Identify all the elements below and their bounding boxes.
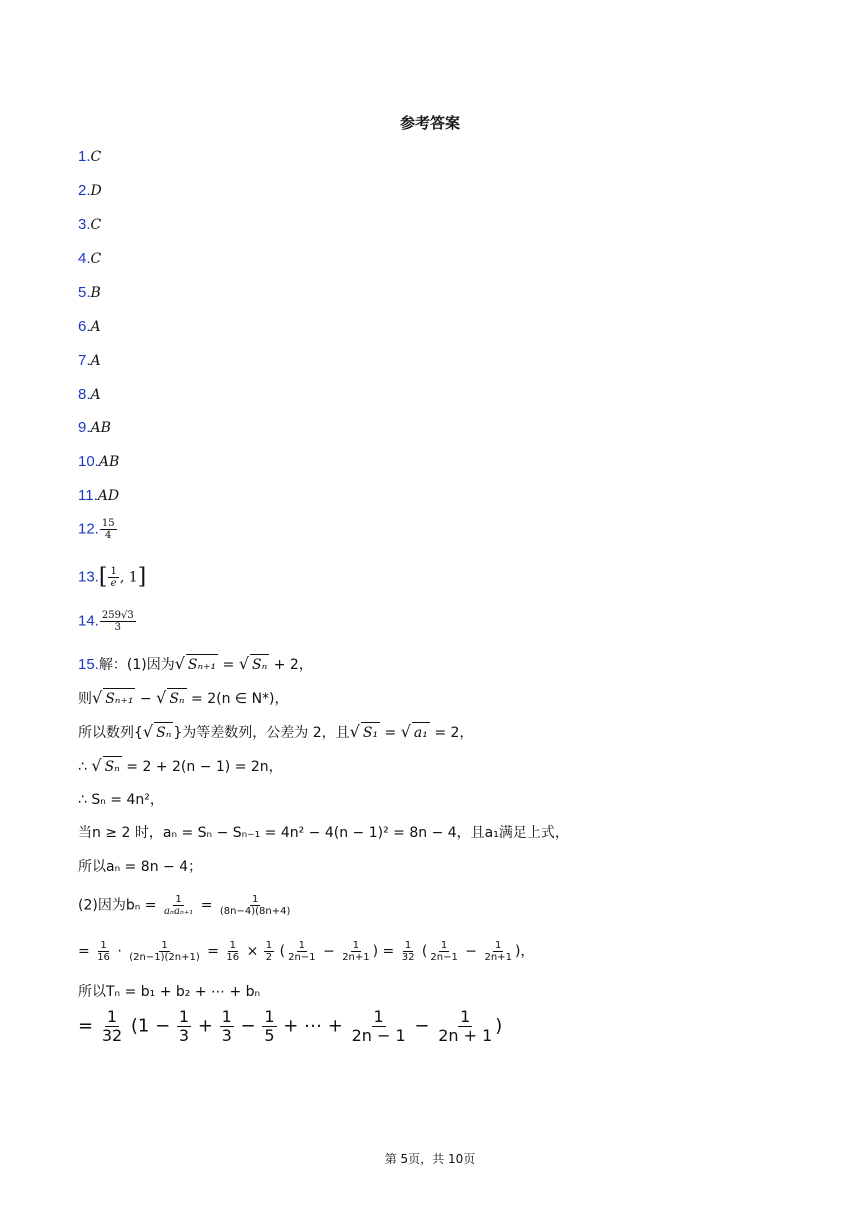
answer-value: AD (97, 488, 120, 504)
answer-number: 12. (78, 520, 99, 538)
answer-number: 2. (78, 182, 91, 199)
answer-number: 5. (78, 284, 91, 301)
answer-fraction: $\frac{15}{4}$ (101, 518, 115, 541)
answer-item (78, 453, 119, 471)
answer-fraction: $\frac{259√3}{3}$ (101, 610, 134, 633)
answer-value: B (90, 285, 101, 301)
answer-value: AB (98, 454, 120, 470)
solution-line: (2)因为bₙ = $\frac{1}{\text{aₙaₙ₊₁}}$ = $\frac{1}{(8n-4)(8n+4)}$ (78, 894, 291, 917)
answer-item (78, 419, 111, 437)
answer-value: D (90, 183, 102, 199)
answer-number: 6. (78, 318, 91, 335)
answer-number: 7. (78, 352, 91, 369)
answer-number: 3. (78, 216, 91, 233)
answer-fraction: $\frac{1}{e}$ (110, 566, 117, 589)
page-title: 参考答案 (399, 114, 460, 132)
answer-tail: , 1 (119, 569, 138, 586)
answer-value: A (90, 319, 101, 335)
answer-number: 9. (78, 419, 91, 436)
answer-item: 13.[ $\frac{1}{e}$ , 1] (78, 564, 147, 590)
solution-line: = $\frac{1}{32}$ (1 − $\frac{1}{3}$ + $\frac{1}{3}$ − $\frac{1}{5}$ + ⋯ + $\frac{1}{2n - 1}$ − $\frac{1}{2n + 1}$ ) (78, 1007, 503, 1045)
solution-line: 15.解：(1)因为√ Sₙ₊₁ = √ Sₙ + 2， (78, 654, 313, 673)
answer-number: 13. (78, 568, 99, 586)
answer-value: C (90, 217, 102, 233)
answer-value: C (90, 251, 102, 267)
answer-item (78, 386, 101, 404)
answer-number: 15. (78, 656, 99, 673)
answer-item (78, 610, 137, 633)
answer-item (78, 518, 118, 541)
answer-number: 11. (78, 487, 98, 504)
solution-line: 所以数列{√ Sₙ }为等差数列，公差为 2，且√ S₁ = √ a₁ = 2， (78, 722, 474, 741)
answer-number: 14. (78, 612, 99, 630)
answer-value: A (90, 387, 101, 403)
answer-item (78, 182, 102, 200)
solution-line: ∴ √ Sₙ = 2 + 2(n − 1) = 2n， (78, 756, 283, 775)
answer-number: 1. (78, 148, 91, 165)
solution-line: = $\frac{1}{16}$ · $\frac{1}{(2n-1)(2n+1)}$ = $\frac{1}{16}$ × $\frac{1}{2}$ ( $\frac{1}{2n-1}$ − $\frac{1}{2n+1}$ ) = $\frac{1}{32}$ ( $\frac{1}{2n-1}$ − $\frac{1}{2n+1}$ )， (78, 940, 535, 963)
solution-line: 当n ≥ 2 时，aₙ = Sₙ − Sₙ₋₁ = 4n² − 4(n − 1)² = 8n − 4，且a₁满足上式， (78, 825, 569, 841)
answer-item (78, 352, 101, 370)
answer-value: AB (90, 420, 111, 436)
answer-number: 8. (78, 386, 91, 403)
solution-line: ∴ Sₙ = 4n²， (78, 792, 164, 808)
answer-value: C (90, 149, 102, 165)
answer-item (78, 487, 119, 505)
answer-item (78, 250, 101, 268)
answer-item (78, 318, 101, 336)
answer-value: A (90, 353, 101, 369)
answer-item (78, 284, 101, 302)
page-footer: 第 5页，共 10页 (384, 1152, 476, 1166)
answer-item (78, 148, 101, 166)
answer-number: 4. (78, 250, 91, 267)
solution-line: 所以Tₙ = b₁ + b₂ + ⋯ + bₙ (78, 984, 261, 1000)
answer-number: 10. (78, 453, 99, 470)
solution-line: 则√ Sₙ₊₁ − √ Sₙ = 2(n ∈ N*)， (78, 688, 289, 707)
answer-item (78, 216, 101, 234)
solution-line: 所以aₙ = 8n − 4； (78, 859, 203, 875)
